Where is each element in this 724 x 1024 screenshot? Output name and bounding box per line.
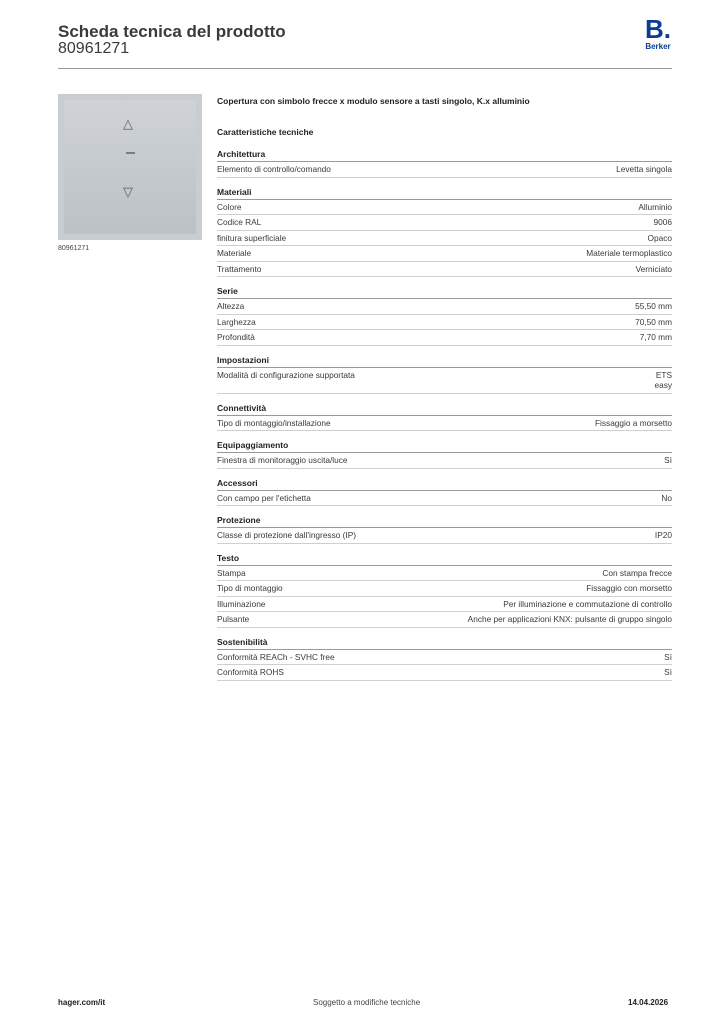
spec-section: [217, 286, 672, 346]
spec-value: [664, 455, 672, 466]
section-heading: Accessori: [217, 478, 672, 491]
section-heading: Testo: [217, 553, 672, 566]
spec-value-line: Sì: [664, 455, 672, 465]
spec-section: [217, 187, 672, 278]
spec-row: [217, 597, 672, 613]
spec-section: [217, 440, 672, 469]
spec-value: [635, 301, 672, 312]
spec-value: [636, 264, 672, 275]
spec-value: [664, 667, 672, 678]
spec-row: [217, 528, 672, 544]
section-heading: Equipaggiamento: [217, 440, 672, 453]
spec-value-line: 55,50 mm: [635, 301, 672, 311]
spec-label: Colore: [217, 201, 242, 212]
logo-mark: B.: [645, 14, 671, 44]
spec-row: [217, 330, 672, 346]
spec-label: Codice RAL: [217, 217, 262, 227]
spec-value: [635, 317, 672, 328]
spec-value: [640, 332, 672, 343]
header-divider: [58, 68, 672, 69]
spec-value: [586, 248, 672, 259]
section-heading: Impostazioni: [217, 355, 672, 368]
spec-label: Elemento di controllo/comando: [217, 164, 331, 174]
spec-value-line: Anche per applicazioni KNX: pulsante di gruppo singolo: [467, 614, 672, 624]
spec-value: [655, 530, 672, 541]
spec-label: Profondità: [217, 332, 255, 342]
logo-text: Berker: [645, 42, 671, 51]
spec-value-line: Sì: [664, 651, 672, 662]
spec-section: [217, 515, 672, 544]
berker-logo: [640, 16, 676, 51]
spec-label: Con campo per l'etichetta: [217, 492, 311, 503]
spec-label: finitura superficiale: [217, 232, 287, 243]
spec-value-line: 7,70 mm: [639, 332, 672, 342]
image-caption: 80961271: [58, 245, 90, 252]
spec-value: [616, 164, 672, 175]
page-title: Scheda tecnica del prodotto: [58, 22, 286, 41]
section-heading: Architettura: [217, 149, 672, 162]
spec-value: [595, 418, 672, 429]
spec-row: [217, 453, 672, 469]
spec-label: Finestra di monitoraggio uscita/luce: [217, 455, 348, 465]
led-window-icon: [126, 152, 135, 154]
spec-value-line: Fissaggio a morsetto: [594, 417, 672, 428]
spec-row: [217, 215, 672, 231]
spec-label: Trattamento: [217, 263, 262, 274]
spec-value-line: IP20: [654, 530, 672, 540]
spec-value-line: 9006: [653, 217, 672, 227]
spec-row: [217, 315, 672, 331]
spec-section: [217, 149, 672, 178]
characteristics-title: Caratteristiche tecniche: [217, 127, 314, 137]
spec-value-line: Per illuminazione e commutazione di controllo: [503, 598, 672, 609]
spec-row: [217, 650, 672, 666]
product-description: Copertura con simbolo frecce x modulo sensore a tasti singolo, K.x alluminio: [217, 96, 530, 106]
section-heading: Sostenibilità: [217, 637, 672, 650]
spec-value-line: Sì: [664, 667, 672, 677]
spec-value-line: easy: [654, 380, 672, 390]
section-heading: Connettività: [217, 403, 672, 416]
spec-value: [638, 202, 672, 213]
spec-label: Illuminazione: [217, 598, 266, 609]
spec-row: [217, 416, 672, 432]
spec-row: [217, 246, 672, 262]
spec-value-line: ETS: [655, 369, 672, 380]
spec-row: [217, 299, 672, 315]
spec-row: [217, 566, 672, 582]
section-heading: Protezione: [217, 515, 672, 528]
spec-row: [217, 262, 672, 278]
spec-value-line: Alluminio: [638, 201, 672, 212]
spec-section: [217, 637, 672, 681]
spec-sections: [217, 149, 672, 681]
spec-label: Tipo di montaggio: [217, 583, 283, 593]
spec-section: [217, 355, 672, 394]
spec-value: [654, 370, 672, 391]
spec-label: Larghezza: [217, 316, 256, 327]
spec-label: Stampa: [217, 567, 246, 578]
section-heading: Materiali: [217, 187, 672, 200]
section-heading: Serie: [217, 286, 672, 299]
spec-value-line: Opaco: [647, 232, 672, 243]
spec-value-line: Verniciato: [635, 263, 672, 274]
spec-label: Conformità ROHS: [217, 667, 284, 677]
spec-value-line: 70,50 mm: [635, 316, 672, 327]
spec-label: Modalità di configurazione supportata: [217, 369, 355, 380]
spec-value: [661, 493, 672, 504]
product-image: [58, 94, 202, 240]
spec-label: Tipo di montaggio/installazione: [217, 417, 331, 428]
spec-value-line: Fissaggio con morsetto: [586, 583, 672, 593]
arrow-down-icon: ▽: [123, 184, 133, 199]
spec-value: [602, 568, 672, 579]
spec-row: [217, 665, 672, 681]
spec-label: Classe di protezione dall'ingresso (IP): [217, 530, 357, 540]
arrow-up-icon: △: [123, 116, 133, 131]
spec-section: [217, 478, 672, 507]
spec-row: [217, 231, 672, 247]
spec-row: [217, 162, 672, 178]
spec-value: [586, 583, 672, 594]
footer-note: Soggetto a modifiche tecniche: [313, 998, 421, 1007]
spec-value: [468, 614, 672, 625]
spec-value: [664, 652, 672, 663]
product-cover-plate: [64, 100, 196, 234]
spec-row: [217, 491, 672, 507]
product-code: 80961271: [58, 40, 130, 57]
spec-label: Materiale: [217, 248, 252, 258]
spec-value-line: Levetta singola: [616, 164, 672, 174]
spec-value: [654, 217, 672, 228]
spec-section: [217, 403, 672, 432]
spec-row: [217, 200, 672, 216]
spec-value: [503, 599, 672, 610]
spec-row: [217, 612, 672, 628]
spec-section: [217, 553, 672, 628]
spec-row: [217, 581, 672, 597]
spec-label: Conformità REACh - SVHC free: [217, 651, 335, 662]
footer-date: 14.04.2026: [628, 998, 669, 1007]
spec-value-line: No: [661, 492, 672, 503]
spec-value-line: Materiale termoplastico: [586, 248, 672, 258]
spec-content: [217, 96, 672, 690]
spec-row: [217, 368, 672, 394]
spec-value-line: Con stampa frecce: [602, 567, 672, 578]
spec-value: [648, 233, 672, 244]
footer-website: hager.com/it: [58, 998, 106, 1007]
spec-label: Pulsante: [217, 614, 250, 624]
spec-label: Altezza: [217, 301, 245, 311]
